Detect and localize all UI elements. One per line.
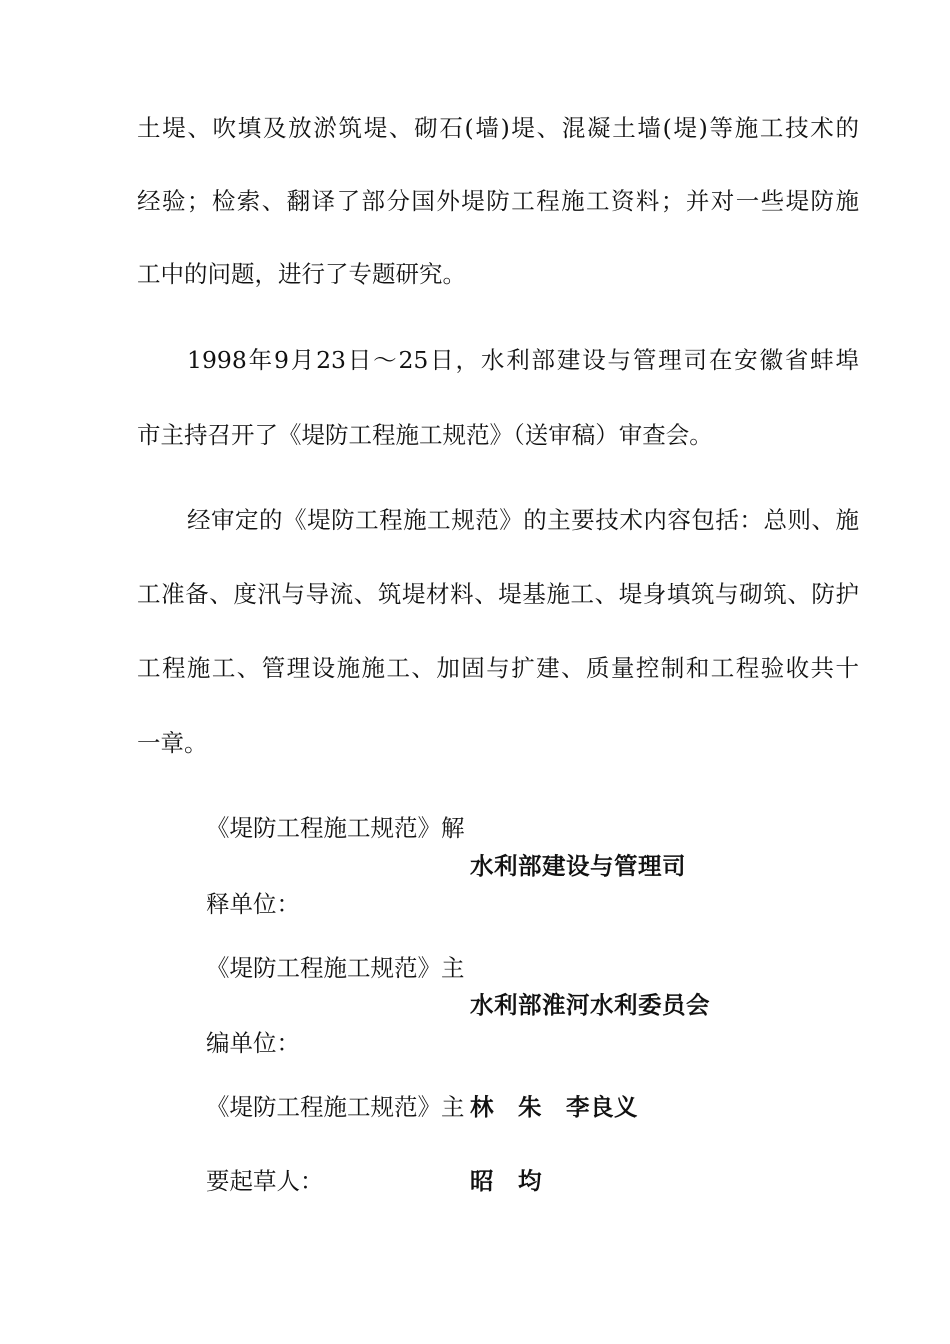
credit-value: 水利部淮河水利委员会 — [470, 991, 710, 1019]
credit-label: 要起草人： — [206, 1167, 324, 1195]
paragraph-line: 土堤、吹填及放淤筑堤、砌石(墙)堤、混凝土墙(堤)等施工技术的 — [137, 114, 859, 142]
paragraph-line: 工程施工、管理设施施工、加固与扩建、质量控制和工程验收共十 — [137, 654, 859, 682]
paragraph-line: 1998年9月23日～25日，水利部建设与管理司在安徽省蚌埠 — [187, 346, 859, 374]
credit-value: 水利部建设与管理司 — [470, 852, 686, 880]
credit-label: 释单位： — [206, 890, 300, 918]
credit-label: 编单位： — [206, 1029, 300, 1057]
credit-value: 昭 均 — [470, 1167, 542, 1195]
paragraph-line: 工中的问题，进行了专题研究。 — [137, 260, 466, 288]
paragraph-line: 工准备、度汛与导流、筑堤材料、堤基施工、堤身填筑与砌筑、防护 — [137, 580, 859, 608]
credit-value: 林 朱 李良义 — [470, 1093, 638, 1121]
paragraph-line: 经验；检索、翻译了部分国外堤防工程施工资料；并对一些堤防施 — [137, 187, 859, 215]
paragraph-line: 经审定的《堤防工程施工规范》的主要技术内容包括：总则、施 — [187, 506, 859, 534]
credit-label: 《堤防工程施工规范》主 — [206, 1093, 465, 1121]
credit-label: 《堤防工程施工规范》主 — [206, 954, 465, 982]
paragraph-line: 市主持召开了《堤防工程施工规范》（送审稿）审查会。 — [137, 421, 713, 449]
credit-label: 《堤防工程施工规范》解 — [206, 814, 465, 842]
paragraph-line: 一章。 — [137, 729, 208, 757]
